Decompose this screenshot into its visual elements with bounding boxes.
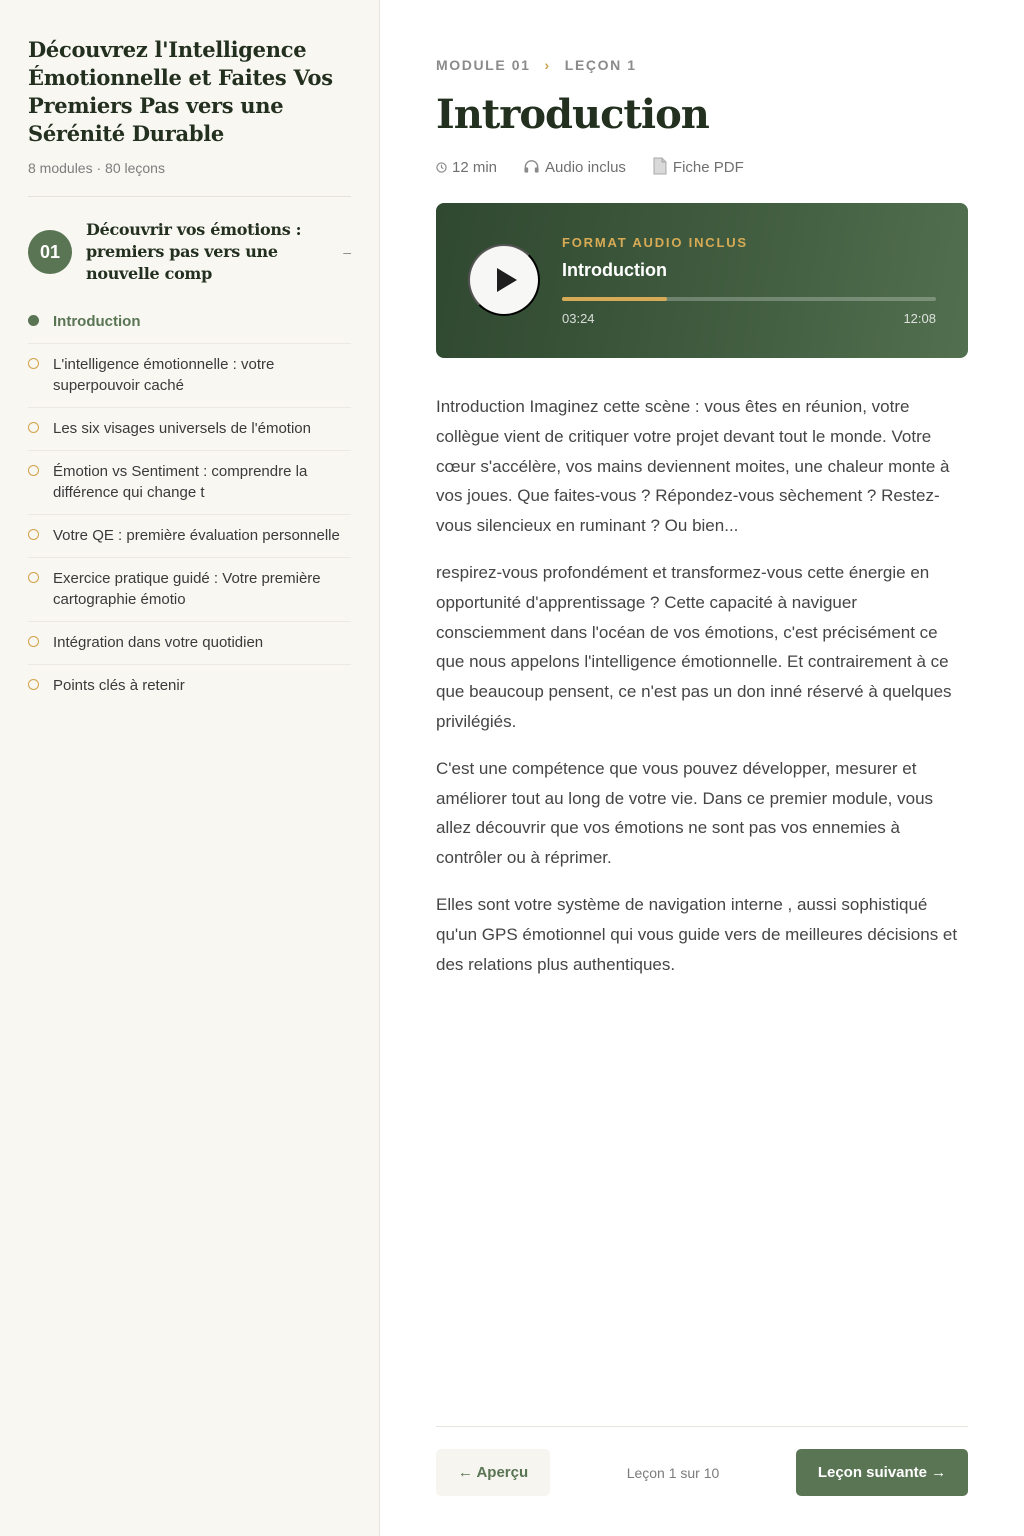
- previous-button[interactable]: ← Aperçu: [436, 1449, 550, 1496]
- audio-text: Audio inclus: [545, 159, 626, 176]
- module-title: Découvrir vos émotions : premiers pas vers une nouvelle comp: [86, 220, 302, 283]
- clock-icon: [436, 160, 447, 176]
- player-kicker: FORMAT AUDIO INCLUS: [562, 235, 748, 250]
- lesson-item[interactable]: [28, 558, 351, 622]
- document-icon: [652, 157, 668, 178]
- module-number-badge: 01: [28, 230, 72, 274]
- lesson-status-dot-icon: [28, 636, 39, 647]
- body-paragraph: respirez-vous profondément et transformez-vous cette énergie en opportunité d'apprentissage ? Cette capacité à naviguer consciemment dans l'océan de vos émotions, c'est précisément ce que nous appelons l'intelligence émotionnelle. Et contrairement à ce que beaucoup pensent, ce n'est pas un don inné réservé à quelques privilégiés.: [436, 562, 952, 731]
- lesson-status-dot-icon: [28, 358, 39, 369]
- lesson-label: Intégration dans votre quotidien: [53, 634, 264, 651]
- lesson-item[interactable]: [28, 622, 351, 665]
- lesson-item[interactable]: [28, 408, 351, 451]
- body-paragraph: Elles sont votre système de navigation interne , aussi sophistiqué qu'un GPS émotionnel qui vous guide vers de meilleures décisions et des relations plus authentiques.: [436, 894, 958, 974]
- play-button[interactable]: [468, 244, 540, 316]
- lesson-status-dot-icon: [28, 529, 39, 540]
- duration-text: 12 min: [452, 159, 498, 176]
- player-title: Introduction: [562, 260, 667, 280]
- pdf-meta[interactable]: [652, 157, 744, 178]
- breadcrumb-module[interactable]: MODULE 01: [436, 57, 531, 73]
- audio-player: [436, 203, 968, 358]
- lesson-item[interactable]: [28, 301, 351, 344]
- headphones-icon: [523, 158, 540, 177]
- current-time: 03:24: [562, 311, 595, 326]
- audio-progress-bar[interactable]: [562, 297, 936, 301]
- lesson-status-dot-icon: [28, 465, 39, 476]
- lesson-status-dot-icon: [28, 422, 39, 433]
- breadcrumb-lesson: LEÇON 1: [564, 57, 637, 73]
- lesson-footer: [436, 1426, 968, 1496]
- body-paragraph: Introduction Imaginez cette scène : vous êtes en réunion, votre collègue vient de critiquer votre projet devant tout le monde. Votre cœur s'accélère, vos mains deviennent moites, une chaleur monte à vos joues. Que faites-vous ? Répondez-vous sèchement ? Restez-vous silencieux en ruminant ? Ou bien...: [436, 397, 950, 536]
- lesson-label: Introduction: [53, 313, 141, 330]
- lesson-item[interactable]: [28, 451, 351, 515]
- play-icon: [497, 268, 517, 292]
- lesson-label: Points clés à retenir: [53, 677, 185, 694]
- lesson-status-dot-icon: [28, 572, 39, 583]
- audio-meta: [523, 158, 626, 177]
- lesson-item[interactable]: [28, 665, 351, 707]
- lesson-item[interactable]: [28, 344, 351, 408]
- audio-progress-fill: [562, 297, 667, 301]
- module-header[interactable]: [28, 219, 351, 285]
- lesson-label: Émotion vs Sentiment : comprendre la différence qui change t: [53, 463, 308, 501]
- footer-nav: [436, 1449, 968, 1496]
- next-lesson-button[interactable]: Leçon suivante →: [796, 1449, 968, 1496]
- lesson-item[interactable]: [28, 515, 351, 558]
- lesson-active-dot-icon: [28, 315, 39, 326]
- breadcrumb: [436, 57, 968, 73]
- player-times: [562, 311, 936, 326]
- lesson-label: Exercice pratique guidé : Votre première cartographie émotio: [53, 570, 321, 608]
- lesson-list: [28, 301, 351, 707]
- lesson-body: [436, 392, 968, 979]
- lesson-label: L'intelligence émotionnelle : votre superpouvoir caché: [53, 356, 275, 394]
- lesson-counter: Leçon 1 sur 10: [626, 1464, 720, 1481]
- page-title: Introduction: [436, 91, 709, 138]
- collapse-icon[interactable]: –: [343, 244, 351, 260]
- total-time: 12:08: [903, 311, 936, 326]
- breadcrumb-separator-icon: ›: [544, 57, 551, 73]
- course-meta: 8 modules · 80 leçons: [28, 160, 165, 176]
- lesson-meta: [436, 157, 968, 178]
- lesson-label: Votre QE : première évaluation personnelle: [53, 527, 340, 544]
- lesson-label: Les six visages universels de l'émotion: [53, 420, 311, 437]
- duration-meta: [436, 159, 497, 176]
- player-info: [562, 235, 936, 326]
- lesson-status-dot-icon: [28, 679, 39, 690]
- pdf-text[interactable]: Fiche PDF: [672, 159, 744, 176]
- lesson-content: [436, 0, 968, 996]
- sidebar: [0, 0, 380, 1536]
- body-paragraph: C'est une compétence que vous pouvez développer, mesurer et améliorer tout au long de votre vie. Dans ce premier module, vous allez découvrir que vos émotions ne sont pas vos ennemies à contrôler ou à réprimer.: [436, 758, 934, 868]
- sidebar-divider: [28, 196, 351, 197]
- course-title: Découvrez l'Intelligence Émotionnelle et Faites Vos Premiers Pas vers une Sérénité Durable: [28, 37, 333, 146]
